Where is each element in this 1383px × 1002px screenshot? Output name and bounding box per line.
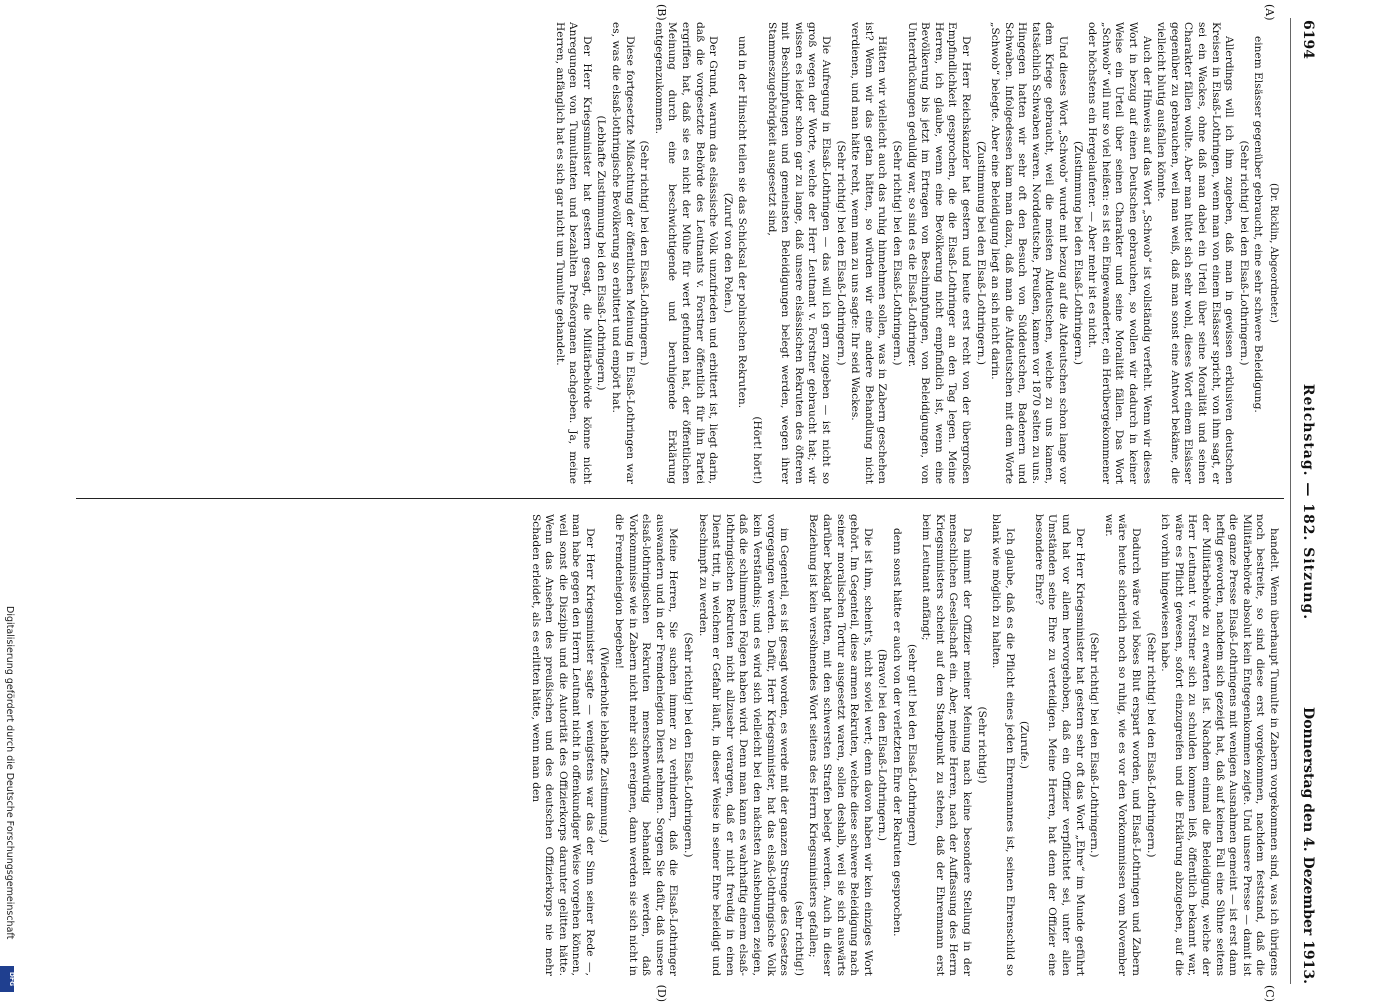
margin-marker-a: (A) bbox=[1263, 4, 1276, 21]
interjection: (Sehr richtig!) bbox=[975, 706, 988, 784]
margin-marker-c: (C) bbox=[1263, 985, 1276, 1002]
speaker-line: (Dr. Ricklin, Abgeordneter.) bbox=[1268, 183, 1279, 323]
paragraph: Der Herr Kriegsminister hat gestern sehr oft das Wort „Ehre“ im Munde geführt und hat vor allem hervorgehoben, daß ein Offizier verpflichtet sei, unter allen Umständen seine Ehre zu verteidigen. Meine Herren, hat denn der Offizier eine besondere Ehre? bbox=[1032, 514, 1086, 976]
credit-text: Digitalisierung gefördert durch die Deutsche Forschungsgemeinschaft bbox=[4, 606, 15, 940]
page-header bbox=[1292, 20, 1314, 984]
page-title: Reichstag. — 182. Sitzung. bbox=[1300, 383, 1316, 621]
paragraph: Der Herr Reichskanzler hat gestern und heute erst recht von der übergroßen Empfindlichkeit gesprochen, die die Elsaß-Lothringer an den Tag legen. Meine Herren, ich glaube, wenn eine Bevölkerung nicht empfindlich ist, wenn eine Bevölkerung bis jetzt im Ertragen von Beschimpfungen, von Beleidigungen, von Unterdrückungen geduldig war, so sind es die Elsaß-Lothringer. bbox=[905, 22, 972, 484]
dfg-logo bbox=[0, 966, 14, 992]
interjection: (Sehr richtig! bei den Elsaß-Lothringern.) bbox=[890, 140, 903, 366]
paragraph: Der Herr Kriegsminister hat gestern gesagt, die Militärbehörde könne nicht Anregungen von Tumultanten und bezahlten Preßorganen nachgeben. Ja, meine Herren, anfänglich hat es sich gar nicht um Tumulte gehandelt. bbox=[553, 22, 593, 484]
svg-text:DFG: DFG bbox=[8, 971, 15, 987]
paragraph: Meine Herren, Sie suchen immer zu verhindern, daß die Elsaß-Lothringer auswandern und in der Fremdenlegion Dienst nehmen. Sorgen Sie dafür, daß unsere elsaß-lothringischen Rekruten menschenwürdig behandelt werden, daß Vorkommnisse wie in Zabern nicht mehr sich ereignen, dann werden sie sich nicht in die Fremdenlegion begeben! bbox=[613, 514, 680, 976]
interjection: (Zurufe.) bbox=[1018, 721, 1031, 769]
margin-marker-b: (B) bbox=[655, 4, 668, 21]
paragraph: Hätten wir vielleicht auch das ruhig hinnehmen sollen, was in Zabern geschehen ist? Wenn wir das getan hätten, so würden wir eine andere Behandlung nicht verdienen, und man hätte recht, wenn man zu uns sagte: Ihr seid Wackes. bbox=[849, 22, 889, 484]
interjection: (Sehr richtig! bei den Elsaß-Lothringern.) bbox=[1088, 632, 1101, 858]
paragraph: Der Herr Kriegsminister sagte — wenigstens war das der Sinn seiner Rede —, man habe gegen den Herrn Leutnant nicht in offenkundiger Weise vorgehen können, weil sonst die Disziplin und die Autorität des Offizierkorps darunter gelitten hätte. Wenn das Ansehen des preußischen und des deutschen Offizierkorps nie mehr Schaden erleidet, als es erlitten hätte, wenn man den bbox=[529, 514, 596, 976]
page-date: Donnerstag den 4. Dezember 1913. bbox=[1300, 707, 1316, 984]
paragraph: Auch der Hinweis auf das Wort „Schwob“ ist vollständig verfehlt. Wenn wir dieses Wort in bezug auf einen Deutschen gebrauchen, so wollen wir dadurch in keiner Weise ein Urteil über seinen Charakter und seine Moralität fällen. Das Wort „Schwob“ will nur so viel heißen: es ist ein Eingewanderter, ein Herübergekommener oder höchstens ein Hergelaufener. — Aber mehr ist es nicht. bbox=[1086, 22, 1153, 484]
right-text-column bbox=[76, 514, 1280, 976]
interjection: (Bravo! bei den Elsaß-Lothringern.) bbox=[876, 648, 889, 842]
paragraph: Und dieses Wort „Schwob“ wurde mit bezug auf die Altdeutschen schon lange vor dem Kriege gebraucht, weil die meisten Altdeutschen, welche zu uns kamen, tatsächlich Schwaben waren. Norddeutsche, Preußen, kamen vor 1870 selten zu uns. Hingegen hatten wir sehr oft den Besuch von Süddeutschen, Badenern und Schwaben. Infolgedessen kam man dazu, daß man die Altdeutschen mit dem Worte „Schwob“ belegte. Aber eine Beleidigung liegt an sich nicht darin. bbox=[989, 22, 1070, 484]
interjection: (sehr richtig!) bbox=[792, 900, 805, 976]
paragraph: Ich glaube, daß es die Pflicht eines jeden Ehrenmannes ist, seinen Ehrenschild so blank wie möglich zu halten. bbox=[990, 514, 1016, 976]
interjection: (Sehr richtig! bei den Elsaß-Lothringern.) bbox=[638, 140, 651, 366]
paragraph: Allerdings will ich ihm zugeben, daß man in gewissen erklusiven deutschen Kreisen in Elsaß-Lothringen, wenn man von einem Elsässer spricht, von ihm sagt, er sei ein Wackes, ohne daß man dabei ein Urteil über seine Moralität und seinen Charakter fällen wollte. Aber man hütet sich sehr wohl, dieses Wort einem Elsässer gegenüber zu gebrauchen, weil man weiß, daß man sonst eine Antwort bekäme, die vielleicht blutig ausfallen könnte. bbox=[1155, 22, 1236, 484]
digitization-credit bbox=[4, 606, 16, 986]
interjection: (Zuruf von den Polen.) bbox=[721, 192, 734, 314]
interjection: (Lebhafte Zustimmung bei den Elsaß-Lothringern.) bbox=[595, 115, 608, 391]
paragraph: denn sonst hätte er auch von der verletzten Ehre der Rekruten gesprochen. bbox=[890, 528, 903, 937]
interjection: (Hört! hört!) bbox=[751, 416, 764, 484]
margin-marker-d: (D) bbox=[655, 984, 668, 1002]
header-rule bbox=[1290, 18, 1291, 984]
page-number: 6194 bbox=[1300, 20, 1316, 59]
interjection: (Sehr richtig! bei den Elsaß-Lothringern.) bbox=[1144, 632, 1157, 858]
interjection: (Sehr richtig! bei den Elsaß-Lothringern.) bbox=[682, 632, 695, 858]
paragraph: Die Aufregung in Elsaß-Lothringen — das will ich gern zugeben — ist nicht so groß wegen der Worte, welche der Herr Leutnant v. Forstner gebraucht hat; wir wissen es leider schon gar zu lange, daß unsere elsässischen Rekruten des öfteren mit Beschimpfungen und gemeinsten Beleidigungen belegt werden, wegen ihrer Stammeszugehörigkeit ausgesetzt sind, bbox=[765, 22, 832, 484]
paragraph: Da nimmt der Offizier meiner Meinung nach keine besondere Stellung in der menschlichen Gesellschaft ein. Aber, meine Herren, nach der Auffassung des Herrn Kriegsministers scheint auf dem Standpunkt zu stehen, daß der Ehrenmann erst beim Leutnant anfängt; bbox=[920, 514, 973, 976]
document-page bbox=[66, 0, 1328, 1000]
interjection: (Zustimmung bei den Elsaß-Lothringern.) bbox=[974, 140, 987, 366]
paragraph: und in der Hinsicht teilen sie das Schicksal der polnischen Rekruten. bbox=[736, 36, 749, 409]
interjection: (Sehr richtig! bei den Elsaß-Lothringern.) bbox=[1237, 140, 1250, 366]
interjection: (sehr gut! bei den Elsaß-Lothringern) bbox=[905, 644, 918, 846]
paragraph: Der Grund, warum das elsässische Volk unzufrieden und erbittert ist, liegt darin, daß die vorgesetzte Behörde des Leutnants v. Forstner öffentlich für ihn Partei ergriffen hat, daß sie es nicht der Mühe für wert gefunden hat, der öffentlichen Meinung durch eine beschwichtigende und beruhigende Erklärung entgegenzukommen. bbox=[652, 22, 720, 484]
paragraph: Diese fortgesetzte Mißachtung der öffentlichen Meinung in Elsaß-Lothringen war es, was die elsaß-lothringische Bevölkerung so erbittert und empört hat. bbox=[610, 22, 636, 484]
interjection: (Zustimmung bei den Elsaß-Lothringern.) bbox=[1071, 140, 1084, 366]
interjection: (Sehr richtig! bei den Elsaß-Lothringern.) bbox=[834, 140, 847, 366]
left-text-column bbox=[76, 22, 1280, 484]
column-divider bbox=[76, 498, 1284, 499]
paragraph: im Gegenteil, es ist gesagt worden, es werde mit der ganzen Strenge des Gesetzes vorgegangen werden. Dafür, Herr Kriegsminister, hat das elsaß-lothringische Volk kein Verständnis; und es wird sich vielleicht bei den nächsten Aushebungen zeigen, daß die schlimmsten Folgen haben wird. Denn man kann es wahrhaftig einem elsaß-lothringischen Rekruten nicht allzusehr verargen, daß er nicht freudig in einen Dienst tritt, in welchem er Gefahr läuft, in dieser Weise in seiner Ehre beleidigt und beschimpft zu werden. bbox=[696, 514, 791, 976]
paragraph: handelt. Wenn überhaupt Tumulte in Zabern vorgekommen sind, was ich übrigens noch bestreite, so sind diese erst vorgekommen, nachdem feststand, daß die Militärbehörde absolut kein Entgegenkommen zeigte. Und unsere Presse — damit ist die ganze Presse Elsaß-Lothringens mit wenigen Ausnahmen gemeint — ist erst dann heftig geworden, nachdem sich gezeigt hat, daß auf keinen Fall eine Sühne seitens der Militärbehörde zu erwarten ist. Nachdem einmal die Beleidigung, welche der Herr Leutnant v. Forstner sich zu schulden kommen ließ, öffentlich bekannt war, wäre es Pflicht gewesen, sofort einzugreifen und die Erklärung abzugeben, auf die ich vorhin hingewiesen habe. bbox=[1159, 514, 1280, 976]
paragraph: einem Elsässer gegenüber gebraucht, eine sehr schwere Beleidigung. bbox=[1252, 36, 1265, 413]
paragraph: Dadurch wäre viel böses Blut erspart worden, und Elsaß-Lothringen und Zabern wäre heute sicherlich noch so ruhig, wie es vor den Vorkommnissen vom November war. bbox=[1102, 514, 1143, 976]
paragraph: Die ist ihm, scheint's, nicht soviel wert; denn davon haben wir kein einziges Wort gehört. Im Gegenteil, diese armen Rekruten, welche diese schwere Beleidigung nach seiner moralischen Tortur ausgesetzt waren, sollen deshalb, weil sie sich auswärts darüber beklagt hatten, mit den schwersten Strafen belegt werden. Auch in dieser Beziehung ist kein versöhnendes Wort seitens des Herrn Kriegsministers gefallen; bbox=[807, 514, 874, 976]
interjection: (Wiederholte lebhafte Zustimmung.) bbox=[598, 647, 611, 843]
